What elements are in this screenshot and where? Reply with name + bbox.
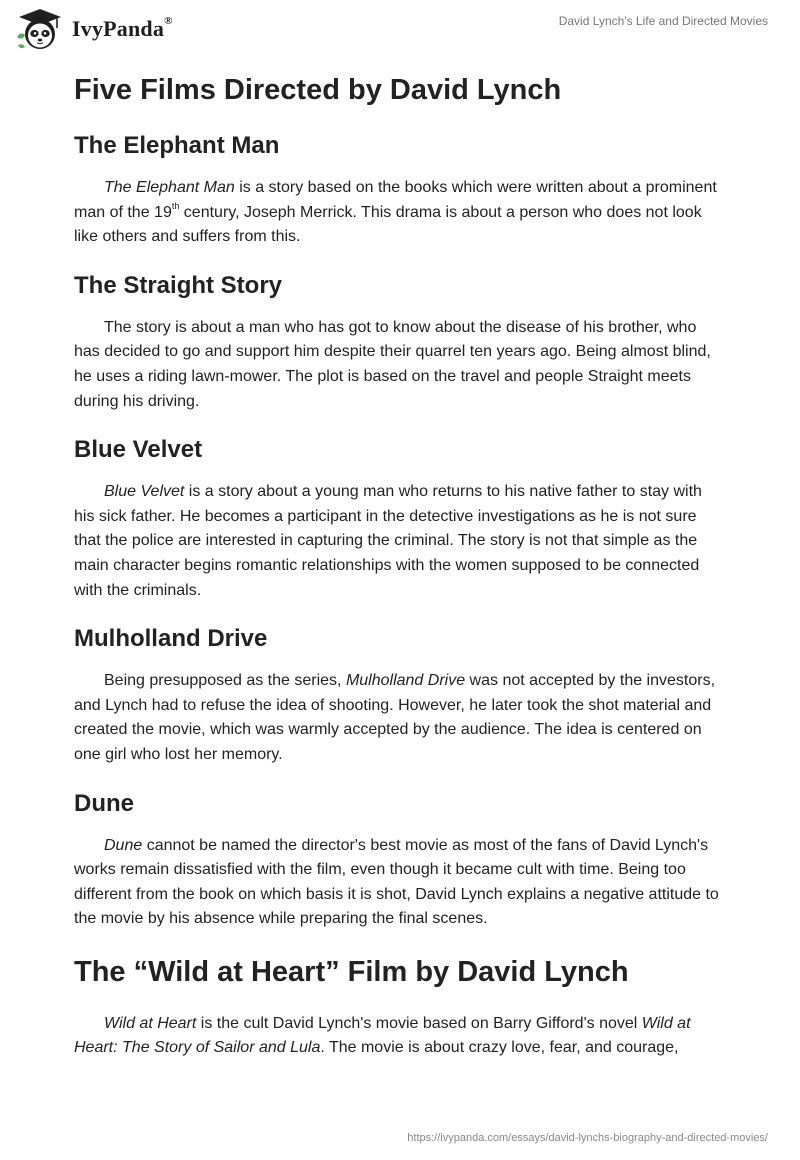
paragraph-elephant-man: The Elephant Man is a story based on the books which were written about a prominent man of the 19th century, Joseph Merrick. This drama is about a person who does not look like others and suffers from this. <box>74 179 717 246</box>
film-title-italic: Dune <box>104 836 143 854</box>
film-title-italic: Blue Velvet <box>104 483 185 501</box>
trademark-symbol: ® <box>164 14 173 27</box>
source-url[interactable]: https://ivypanda.com/essays/david-lynchs-biography-and-directed-movies/ <box>407 1132 768 1144</box>
film-title-italic: Mulholland Drive <box>345 672 466 690</box>
ordinal-superscript: th <box>171 201 180 212</box>
section-heading-wild-at-heart: The “Wild at Heart” Film by David Lynch <box>74 955 629 988</box>
paragraph-blue-velvet: Blue Velvet is a story about a young man who returns to his native father to stay with his sick father. He becomes a participant in the detective investigations as he is not sure that the police are interested in capturing the criminal. The story is not that simple as the main character begins romantic relationships with the women supposed to be connected with the criminals. <box>74 483 702 599</box>
heading-straight-story: The Straight Story <box>74 271 283 299</box>
heading-dune: Dune <box>74 789 134 817</box>
film-title-italic: The Elephant Man <box>104 179 235 196</box>
paragraph-mulholland-drive: Being presupposed as the series, Mulholland Drive was not accepted by the investors, and Lynch had to refuse the idea of shooting. However, he later took the shot material and created the movie, which was warmly accepted by the audience. The idea is centered on one girl who lost her memory. <box>74 672 716 763</box>
article-content <box>74 70 726 1061</box>
brand-name: IvyPanda® <box>72 14 173 41</box>
paragraph-straight-story: The story is about a man who has got to know about the disease of his brother, who has decided to go and support him despite their quarrel ten years ago. Being almost blind, he uses a riding lawn-mower. The plot is based on the travel and people Straight meets during his driving. <box>74 318 711 410</box>
paragraph-dune: Dune cannot be named the director's best movie as most of the fans of David Lynch's works remain dissatisfied with the film, even though it became cult with time. Being too different from the book on which basis it is shot, David Lynch explains a negative attitude to the movie by his absence while preparing the final scenes. <box>74 836 719 928</box>
brand-logo[interactable] <box>14 7 173 51</box>
section-heading-five-films: Five Films Directed by David Lynch <box>74 74 562 106</box>
document-title: David Lynch's Life and Directed Movies <box>558 14 768 28</box>
page-header <box>0 0 800 66</box>
panda-graduate-icon <box>14 7 66 51</box>
heading-blue-velvet: Blue Velvet <box>74 436 203 464</box>
novel-title-italic: Wild at Heart: The Story of Sailor and Lula <box>74 1014 691 1057</box>
heading-elephant-man: The Elephant Man <box>74 132 280 159</box>
heading-mulholland-drive: Mulholland Drive <box>74 625 268 653</box>
film-title-italic: Wild at Heart <box>104 1014 197 1032</box>
paragraph-wild-at-heart: Wild at Heart is the cult David Lynch's movie based on Barry Gifford's novel Wild at Heart: The Story of Sailor and Lula. The movie is about crazy love, fear, and courage, <box>74 1014 691 1057</box>
